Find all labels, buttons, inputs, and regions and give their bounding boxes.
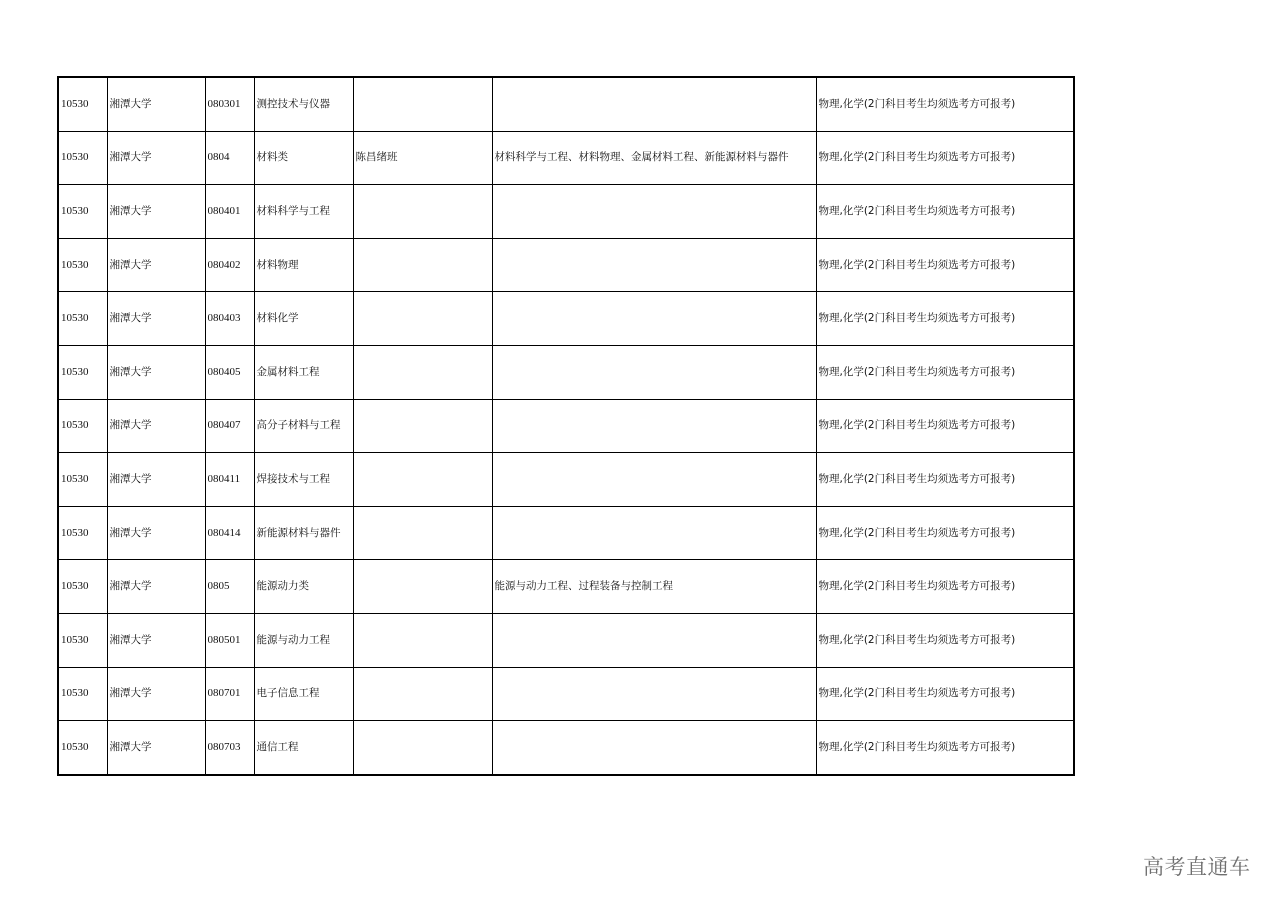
school-code-cell: 10530: [58, 292, 107, 346]
school-name-cell: 湘潭大学: [107, 345, 205, 399]
major-code-cell: 080411: [205, 453, 254, 507]
included-majors-cell: [492, 345, 816, 399]
major-name-cell: 电子信息工程: [254, 667, 353, 721]
subject-requirement-cell: 物理,化学(2门科目考生均须选考方可报考): [816, 185, 1074, 239]
subject-requirement-cell: 物理,化学(2门科目考生均须选考方可报考): [816, 560, 1074, 614]
major-code-cell: 080407: [205, 399, 254, 453]
major-code-cell: 0805: [205, 560, 254, 614]
major-name-cell: 能源动力类: [254, 560, 353, 614]
school-name-cell: 湘潭大学: [107, 185, 205, 239]
major-code-cell: 080405: [205, 345, 254, 399]
table-row: [58, 131, 1074, 185]
school-code-cell: 10530: [58, 131, 107, 185]
included-majors-cell: [492, 613, 816, 667]
class-name-cell: [353, 506, 492, 560]
major-name-cell: 能源与动力工程: [254, 613, 353, 667]
table-row: [58, 238, 1074, 292]
major-name-cell: 材料物理: [254, 238, 353, 292]
table-row: [58, 185, 1074, 239]
table-row: [58, 613, 1074, 667]
class-name-cell: [353, 238, 492, 292]
school-code-cell: 10530: [58, 185, 107, 239]
table-row: [58, 667, 1074, 721]
table-row: [58, 506, 1074, 560]
watermark-text: 高考直通车: [1143, 855, 1251, 879]
table-row: [58, 399, 1074, 453]
school-name-cell: 湘潭大学: [107, 560, 205, 614]
table-row: [58, 453, 1074, 507]
major-name-cell: 金属材料工程: [254, 345, 353, 399]
school-name-cell: 湘潭大学: [107, 77, 205, 131]
subject-requirement-cell: 物理,化学(2门科目考生均须选考方可报考): [816, 131, 1074, 185]
table-row: [58, 560, 1074, 614]
school-name-cell: 湘潭大学: [107, 667, 205, 721]
class-name-cell: [353, 399, 492, 453]
included-majors-cell: [492, 238, 816, 292]
class-name-cell: [353, 292, 492, 346]
major-name-cell: 焊接技术与工程: [254, 453, 353, 507]
school-name-cell: 湘潭大学: [107, 131, 205, 185]
included-majors-cell: [492, 721, 816, 775]
subject-requirement-cell: 物理,化学(2门科目考生均须选考方可报考): [816, 238, 1074, 292]
class-name-cell: 陈昌绪班: [353, 131, 492, 185]
subject-requirement-cell: 物理,化学(2门科目考生均须选考方可报考): [816, 506, 1074, 560]
major-name-cell: 测控技术与仪器: [254, 77, 353, 131]
included-majors-cell: [492, 77, 816, 131]
included-majors-cell: [492, 399, 816, 453]
school-code-cell: 10530: [58, 453, 107, 507]
included-majors-cell: 材料科学与工程、材料物理、金属材料工程、新能源材料与器件: [492, 131, 816, 185]
major-name-cell: 材料化学: [254, 292, 353, 346]
class-name-cell: [353, 77, 492, 131]
school-code-cell: 10530: [58, 667, 107, 721]
major-name-cell: 高分子材料与工程: [254, 399, 353, 453]
included-majors-cell: [492, 292, 816, 346]
table-body: [58, 77, 1074, 775]
table-row: [58, 345, 1074, 399]
subject-requirement-cell: 物理,化学(2门科目考生均须选考方可报考): [816, 345, 1074, 399]
major-name-cell: 通信工程: [254, 721, 353, 775]
school-code-cell: 10530: [58, 560, 107, 614]
major-name-cell: 材料科学与工程: [254, 185, 353, 239]
major-code-cell: 080401: [205, 185, 254, 239]
school-code-cell: 10530: [58, 506, 107, 560]
school-code-cell: 10530: [58, 721, 107, 775]
school-code-cell: 10530: [58, 613, 107, 667]
subject-requirement-cell: 物理,化学(2门科目考生均须选考方可报考): [816, 399, 1074, 453]
included-majors-cell: [492, 667, 816, 721]
school-code-cell: 10530: [58, 345, 107, 399]
subject-requirement-cell: 物理,化学(2门科目考生均须选考方可报考): [816, 77, 1074, 131]
school-name-cell: 湘潭大学: [107, 506, 205, 560]
class-name-cell: [353, 721, 492, 775]
school-code-cell: 10530: [58, 238, 107, 292]
school-code-cell: 10530: [58, 399, 107, 453]
subject-requirement-cell: 物理,化学(2门科目考生均须选考方可报考): [816, 453, 1074, 507]
class-name-cell: [353, 453, 492, 507]
school-code-cell: 10530: [58, 77, 107, 131]
table-row: [58, 721, 1074, 775]
included-majors-cell: [492, 506, 816, 560]
class-name-cell: [353, 560, 492, 614]
school-name-cell: 湘潭大学: [107, 399, 205, 453]
included-majors-cell: [492, 453, 816, 507]
subject-requirement-cell: 物理,化学(2门科目考生均须选考方可报考): [816, 667, 1074, 721]
included-majors-cell: 能源与动力工程、过程装备与控制工程: [492, 560, 816, 614]
school-name-cell: 湘潭大学: [107, 721, 205, 775]
school-name-cell: 湘潭大学: [107, 292, 205, 346]
school-name-cell: 湘潭大学: [107, 238, 205, 292]
major-code-cell: 080402: [205, 238, 254, 292]
major-code-cell: 0804: [205, 131, 254, 185]
subject-requirement-cell: 物理,化学(2门科目考生均须选考方可报考): [816, 292, 1074, 346]
table-row: [58, 292, 1074, 346]
major-code-cell: 080414: [205, 506, 254, 560]
table-row: [58, 77, 1074, 131]
major-code-cell: 080703: [205, 721, 254, 775]
major-name-cell: 新能源材料与器件: [254, 506, 353, 560]
included-majors-cell: [492, 185, 816, 239]
major-code-cell: 080701: [205, 667, 254, 721]
major-code-cell: 080301: [205, 77, 254, 131]
subject-requirement-cell: 物理,化学(2门科目考生均须选考方可报考): [816, 613, 1074, 667]
subject-requirements-table: [57, 76, 1075, 776]
school-name-cell: 湘潭大学: [107, 613, 205, 667]
class-name-cell: [353, 185, 492, 239]
class-name-cell: [353, 613, 492, 667]
major-name-cell: 材料类: [254, 131, 353, 185]
class-name-cell: [353, 345, 492, 399]
major-code-cell: 080403: [205, 292, 254, 346]
school-name-cell: 湘潭大学: [107, 453, 205, 507]
subject-requirement-cell: 物理,化学(2门科目考生均须选考方可报考): [816, 721, 1074, 775]
class-name-cell: [353, 667, 492, 721]
major-code-cell: 080501: [205, 613, 254, 667]
